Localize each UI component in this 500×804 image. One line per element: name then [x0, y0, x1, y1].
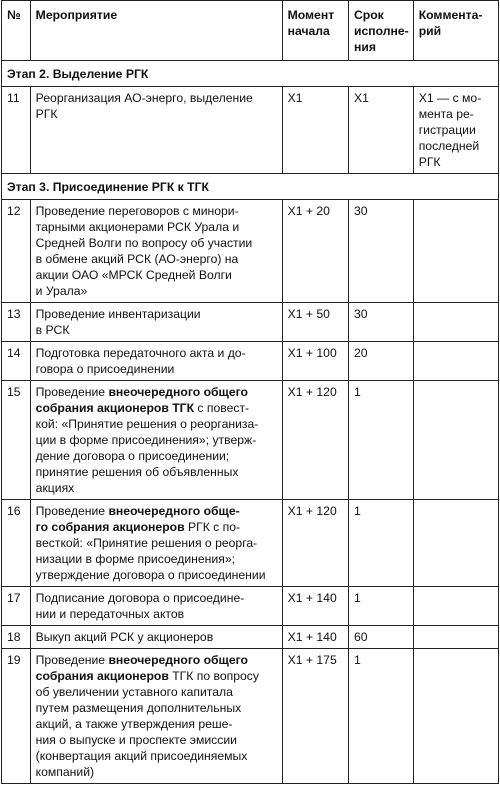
event-line — [36, 283, 278, 299]
table-row — [2, 649, 499, 784]
event-line — [36, 235, 278, 251]
event-text: говора о присоединении — [35, 362, 175, 376]
event-line — [36, 606, 278, 622]
event-text: об увеличении уставного капитала — [35, 685, 233, 699]
event-text: Средней Волги по вопросу об участии — [35, 236, 253, 250]
event-text: тарными акционерами РСК Урала и — [35, 220, 240, 234]
event-line — [36, 519, 278, 535]
event-text: в обмене акций РСК (АО-энерго) на — [35, 252, 239, 266]
event-text: в РСК — [35, 323, 70, 337]
event-bold-text: го собрания акционеров — [35, 520, 185, 534]
event-line — [36, 732, 278, 748]
row-number: 12 — [2, 200, 31, 303]
table-body — [2, 61, 499, 784]
event-cell — [30, 649, 282, 784]
event-text: РГК с по- — [184, 520, 241, 534]
event-cell — [30, 87, 282, 174]
header-comment: Коммента- рий — [413, 1, 498, 61]
comment-line: последней — [418, 139, 480, 153]
event-text: путем размещения дополнительных — [35, 701, 242, 715]
event-cell — [30, 587, 282, 626]
start-cell: X1 + 20 — [282, 200, 348, 303]
event-text: Проведение инвентаризации — [35, 307, 201, 321]
event-cell — [30, 626, 282, 649]
event-text: Выкуп акций РСК у акционеров — [35, 630, 214, 644]
event-line — [36, 535, 278, 551]
event-text: Проведение — [35, 385, 109, 399]
event-text: компаний) — [35, 765, 95, 779]
row-number: 15 — [2, 381, 31, 500]
event-line — [36, 384, 278, 400]
event-line — [36, 464, 278, 480]
start-cell: X1 + 175 — [282, 649, 348, 784]
event-line — [36, 716, 278, 732]
duration-cell: 30 — [348, 200, 413, 303]
stage-row — [2, 174, 499, 200]
stage-title: Этап 3. Присоединение РГК к ТГК — [2, 174, 499, 200]
event-line — [36, 203, 278, 219]
duration-cell: 1 — [348, 587, 413, 626]
event-line — [36, 629, 278, 645]
event-line — [36, 251, 278, 267]
duration-cell: 1 — [348, 500, 413, 587]
event-text: РГК — [35, 107, 58, 121]
comment-cell — [413, 587, 498, 626]
event-text: акции ОАО «МРСК Средней Волги — [35, 268, 232, 282]
event-text: нии и передаточных актов — [35, 607, 185, 621]
start-cell: X1 + 100 — [282, 342, 348, 381]
event-line — [36, 480, 278, 496]
header-duration: Срок исполне- ния — [348, 1, 413, 61]
event-cell — [30, 342, 282, 381]
table-row — [2, 87, 499, 174]
event-bold-text: собрания акционеров ТГК — [35, 401, 195, 415]
comment-cell — [413, 342, 498, 381]
start-cell: X1 + 140 — [282, 626, 348, 649]
event-line — [36, 361, 278, 377]
table-row — [2, 587, 499, 626]
comment-cell — [413, 500, 498, 587]
event-line — [36, 432, 278, 448]
event-line — [36, 448, 278, 464]
event-line — [36, 106, 278, 122]
event-text: Реорганизация АО-энерго, выделение — [35, 91, 253, 105]
header-row — [2, 1, 499, 61]
comment-line: гистрации — [418, 123, 476, 137]
comment-cell — [413, 303, 498, 342]
event-line — [36, 700, 278, 716]
event-text: с повест- — [194, 401, 250, 415]
comment-cell — [413, 626, 498, 649]
event-text: Проведение — [35, 653, 109, 667]
event-line — [36, 503, 278, 519]
table-row — [2, 303, 499, 342]
event-text: Подготовка передаточного акта и до- — [35, 346, 246, 360]
comment-cell — [413, 381, 498, 500]
event-line — [36, 668, 278, 684]
comment-cell — [413, 87, 498, 174]
event-line — [36, 267, 278, 283]
row-number: 14 — [2, 342, 31, 381]
event-text: принятие решения об объявленных — [35, 465, 239, 479]
row-number: 19 — [2, 649, 31, 784]
comment-cell — [413, 200, 498, 303]
comment-line: мента ре- — [418, 107, 474, 121]
duration-cell: 20 — [348, 342, 413, 381]
comment-cell — [413, 649, 498, 784]
event-text: весткой: «Принятие решения о реорга- — [35, 536, 258, 550]
event-line — [36, 764, 278, 780]
event-text: Проведение переговоров с минори- — [35, 204, 239, 218]
event-line — [36, 652, 278, 668]
table-row — [2, 381, 499, 500]
event-bold-text: собрания акционеров — [35, 669, 169, 683]
table-row — [2, 342, 499, 381]
event-text: акциях — [35, 481, 75, 495]
event-cell — [30, 381, 282, 500]
event-text: ции в форме присоединения»; утверж- — [35, 433, 257, 447]
table-row — [2, 500, 499, 587]
row-number: 17 — [2, 587, 31, 626]
header-start: Момент начала — [282, 1, 348, 61]
duration-cell: X1 — [348, 87, 413, 174]
event-line — [36, 551, 278, 567]
event-bold-text: внеочередного обще- — [108, 504, 240, 518]
event-text: ния о выпуске и проспекте эмиссии — [35, 733, 237, 747]
event-line — [36, 590, 278, 606]
event-cell — [30, 500, 282, 587]
row-number: 18 — [2, 626, 31, 649]
event-text: кой: «Принятие решения о реорганиза- — [35, 417, 259, 431]
event-text: утверждение договора о присоединении — [35, 568, 266, 582]
event-text: дение договора о присоединении; — [35, 449, 230, 463]
row-number: 16 — [2, 500, 31, 587]
event-text: (конвертация акций присоединяемых — [35, 749, 248, 763]
event-text: низации в форме присоединения»; — [35, 552, 235, 566]
event-line — [36, 400, 278, 416]
start-cell: X1 + 120 — [282, 500, 348, 587]
event-line — [36, 306, 278, 322]
duration-cell: 60 — [348, 626, 413, 649]
event-text: акций, а также утверждения реше- — [35, 717, 233, 731]
event-bold-text: внеочередного общего — [108, 385, 248, 399]
row-number: 13 — [2, 303, 31, 342]
event-cell — [30, 303, 282, 342]
event-text: Проведение — [35, 504, 109, 518]
start-cell: X1 + 140 — [282, 587, 348, 626]
event-text: ТГК по вопросу — [168, 669, 259, 683]
start-cell: X1 + 120 — [282, 381, 348, 500]
event-text: и Урала» — [35, 284, 88, 298]
stage-title: Этап 2. Выделение РГК — [2, 61, 499, 87]
event-bold-text: внеочередного общего — [108, 653, 248, 667]
header-num: № — [2, 1, 31, 61]
header-event: Мероприятие — [30, 1, 282, 61]
event-text: Подписание договора о присоедине- — [35, 591, 245, 605]
comment-line: X1 — с мо- — [418, 91, 482, 105]
event-line — [36, 322, 278, 338]
event-line — [36, 90, 278, 106]
start-cell: X1 — [282, 87, 348, 174]
event-line — [36, 748, 278, 764]
schedule-table — [1, 0, 499, 784]
event-line — [36, 567, 278, 583]
stage-row — [2, 61, 499, 87]
table-row — [2, 200, 499, 303]
duration-cell: 30 — [348, 303, 413, 342]
event-line — [36, 684, 278, 700]
event-cell — [30, 200, 282, 303]
duration-cell: 1 — [348, 381, 413, 500]
row-number: 11 — [2, 87, 31, 174]
table-row — [2, 626, 499, 649]
event-line — [36, 219, 278, 235]
event-line — [36, 416, 278, 432]
start-cell: X1 + 50 — [282, 303, 348, 342]
duration-cell: 1 — [348, 649, 413, 784]
comment-line: РГК — [418, 155, 441, 169]
event-line — [36, 345, 278, 361]
